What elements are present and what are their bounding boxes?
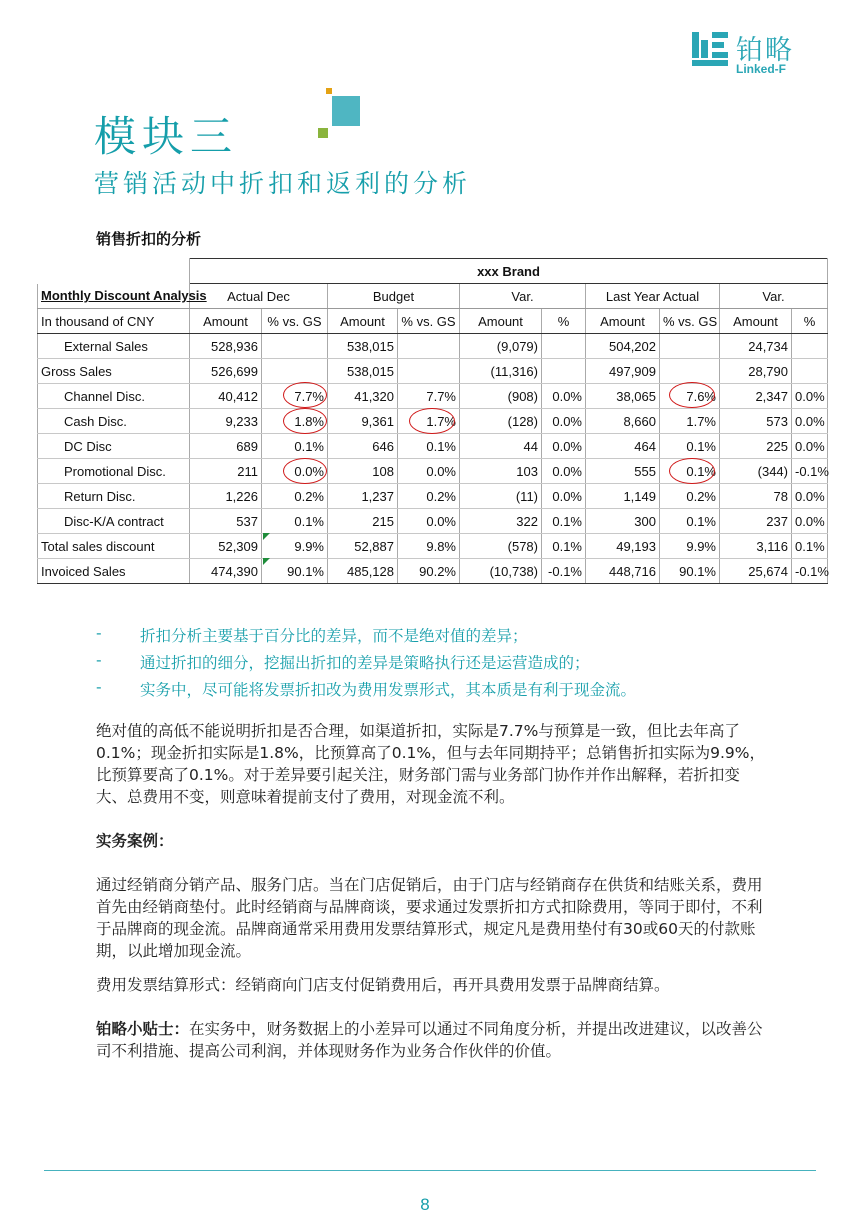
table-cell (542, 334, 586, 359)
table-cell (660, 359, 720, 384)
table-cell: 538,015 (328, 359, 398, 384)
logo-mark-icon (692, 30, 728, 72)
table-cell: 24,734 (720, 334, 792, 359)
table-cell: 0.1% (542, 509, 586, 534)
table-cell: 211 (190, 459, 262, 484)
table-cell: 78 (720, 484, 792, 509)
column-header: % (542, 309, 586, 334)
table-cell: 0.1% (398, 434, 460, 459)
table-cell: 300 (586, 509, 660, 534)
column-header: Amount (460, 309, 542, 334)
column-header: % (792, 309, 828, 334)
table-cell: 537 (190, 509, 262, 534)
logo-text-cn: 铂略 (736, 35, 794, 66)
table-row (38, 359, 828, 384)
column-header: Amount (586, 309, 660, 334)
bullet-text: 通过折扣的细分，挖掘出折扣的差异是策略执行还是运营造成的； (140, 654, 590, 672)
table-cell: 2,347 (720, 384, 792, 409)
table-cell: -0.1% (542, 559, 586, 584)
column-header: Amount (190, 309, 262, 334)
column-header: % vs. GS (398, 309, 460, 334)
table-cell: 0.0% (542, 384, 586, 409)
table-cell (660, 334, 720, 359)
table-cell: 0.2% (398, 484, 460, 509)
list-item (96, 678, 816, 705)
table-cell: 9.9% (262, 534, 328, 559)
table-row (38, 509, 828, 534)
table-cell: (344) (720, 459, 792, 484)
table-cell: (11) (460, 484, 542, 509)
bullet-text: 实务中，尽可能将发票折扣改为费用发票形式，其本质是有利于现金流。 (140, 681, 637, 699)
table-cell: 1,226 (190, 484, 262, 509)
list-item (96, 624, 816, 651)
analysis-paragraph: 绝对值的高低不能说明折扣是否合理，如渠道折扣，实际是7.7%与预算是一致，但比去年高了0.1%；现金折扣实际是1.8%，比预算高了0.1%，但与去年同期持平；总销售折扣实际为9.9%，比预算要高了0.1%。对于差异要引起关注，财务部门需与业务部门协作并作出解释，若折扣变大、总费用不变，则意味着提前支付了费用，对现金流不利。 (96, 722, 766, 806)
table-cell: 8,660 (586, 409, 660, 434)
tip-text: 在实务中，财务数据上的小差异可以通过不同角度分析，并提出改进建议，以改善公司不利措施、提高公司利润，并体现财务作为业务合作伙伴的价值。 (96, 1020, 763, 1060)
table-cell: 448,716 (586, 559, 660, 584)
table-cell: 0.0% (542, 409, 586, 434)
table-cell: 44 (460, 434, 542, 459)
table-cell: 41,320 (328, 384, 398, 409)
table-cell: 40,412 (190, 384, 262, 409)
row-label: Disc-K/A contract (38, 509, 190, 534)
table-header-row-1 (38, 284, 828, 309)
table-cell: 555 (586, 459, 660, 484)
table-cell (792, 334, 828, 359)
table-cell: 28,790 (720, 359, 792, 384)
table-cell: 1,149 (586, 484, 660, 509)
table-cell: 0.1% (660, 509, 720, 534)
table-cell: 103 (460, 459, 542, 484)
table-cell: 90.1% (660, 559, 720, 584)
table-cell: 0.0% (398, 509, 460, 534)
table-row (38, 484, 828, 509)
table-row (38, 409, 828, 434)
table-cell (262, 359, 328, 384)
bullet-marker: - (96, 651, 102, 669)
table-cell (398, 334, 460, 359)
table-cell: 0.1% (660, 434, 720, 459)
table-cell: 52,309 (190, 534, 262, 559)
table-cell: 49,193 (586, 534, 660, 559)
table-cell: 0.0% (792, 409, 828, 434)
case-heading: 实务案例： (96, 832, 174, 850)
col-group-var-budget: Var. (460, 284, 586, 309)
table-row (38, 334, 828, 359)
table-cell: 9.8% (398, 534, 460, 559)
table-row (38, 384, 828, 409)
table-cell: 237 (720, 509, 792, 534)
row-label: DC Disc (38, 434, 190, 459)
table-cell: 474,390 (190, 559, 262, 584)
footer-divider (44, 1170, 816, 1171)
table-cell: 0.1% (262, 434, 328, 459)
table-cell: 1.7% (660, 409, 720, 434)
table-cell: 526,699 (190, 359, 262, 384)
cell-comment-flag (263, 558, 270, 565)
table-cell (262, 334, 328, 359)
table-cell: 3,116 (720, 534, 792, 559)
table-cell: 485,128 (328, 559, 398, 584)
row-label: External Sales (38, 334, 190, 359)
table-cell: 7.7% (262, 384, 328, 409)
table-cell: 0.0% (792, 384, 828, 409)
table-cell: 689 (190, 434, 262, 459)
table-cell: 52,887 (328, 534, 398, 559)
table-cell: 225 (720, 434, 792, 459)
discount-analysis-table (37, 258, 828, 584)
table-cell: -0.1% (792, 459, 828, 484)
row-label: Invoiced Sales (38, 559, 190, 584)
table-body (38, 334, 828, 584)
brand-logo (692, 28, 822, 78)
decorative-squares (318, 88, 368, 144)
brand-name: xxx Brand (190, 259, 828, 284)
table-cell: (10,738) (460, 559, 542, 584)
table-cell: 0.0% (792, 509, 828, 534)
cell-comment-flag (263, 533, 270, 540)
column-header: % vs. GS (660, 309, 720, 334)
table-cell: 1,237 (328, 484, 398, 509)
col-group-actual: Actual Dec (190, 284, 328, 309)
table-cell: 0.0% (542, 484, 586, 509)
table-cell: (578) (460, 534, 542, 559)
settlement-paragraph: 费用发票结算形式：经销商向门店支付促销费用后，再开具费用发票于品牌商结算。 (96, 976, 670, 994)
table-cell: 0.0% (542, 434, 586, 459)
bullet-marker: - (96, 678, 102, 696)
table-cell (542, 359, 586, 384)
table-cell: 464 (586, 434, 660, 459)
col-group-budget: Budget (328, 284, 460, 309)
tip-label: 铂略小贴士： (96, 1020, 190, 1038)
table-cell: 7.7% (398, 384, 460, 409)
table-cell: (11,316) (460, 359, 542, 384)
table-brand-row (38, 259, 828, 284)
unit-label: In thousand of CNY (38, 309, 190, 334)
table-cell: 1.7% (398, 409, 460, 434)
section-heading: 销售折扣的分析 (96, 230, 202, 248)
module-subtitle: 营销活动中折扣和返利的分析 (94, 169, 472, 198)
row-label: Total sales discount (38, 534, 190, 559)
col-group-last-year: Last Year Actual (586, 284, 720, 309)
table-cell: 1.8% (262, 409, 328, 434)
table-cell: 108 (328, 459, 398, 484)
table-cell: 38,065 (586, 384, 660, 409)
logo-text-en: Linked-F (736, 62, 786, 76)
table-cell: 646 (328, 434, 398, 459)
table-cell: 0.1% (660, 459, 720, 484)
table-row (38, 434, 828, 459)
row-label: Gross Sales (38, 359, 190, 384)
table-row (38, 559, 828, 584)
table-cell (792, 359, 828, 384)
table-cell: 7.6% (660, 384, 720, 409)
module-title: 模块三 (94, 112, 239, 161)
column-header: Amount (720, 309, 792, 334)
table-cell: 538,015 (328, 334, 398, 359)
table-cell: 0.1% (792, 534, 828, 559)
table-cell: 0.0% (398, 459, 460, 484)
table-cell: 25,674 (720, 559, 792, 584)
table-row (38, 534, 828, 559)
table-cell: 0.1% (262, 509, 328, 534)
table-cell (398, 359, 460, 384)
table-cell: (128) (460, 409, 542, 434)
table-cell: (908) (460, 384, 542, 409)
table-cell: 215 (328, 509, 398, 534)
tip-paragraph (96, 1018, 766, 1062)
table-cell: 90.1% (262, 559, 328, 584)
table-cell: 322 (460, 509, 542, 534)
table-cell: 9,361 (328, 409, 398, 434)
case-paragraph: 通过经销商分销产品、服务门店。当在门店促销后，由于门店与经销商存在供货和结账关系，费用首先由经销商垫付。此时经销商与品牌商谈，要求通过发票折扣方式扣除费用，等同于即付，不利于品牌商的现金流。品牌商通常采用费用发票结算形式，规定凡是费用垫付有30或60天的付款账期，以此增加现金流。 (96, 876, 763, 960)
bullet-text: 折扣分析主要基于百分比的差异，而不是绝对值的差异； (140, 627, 528, 645)
table-cell: 0.1% (542, 534, 586, 559)
table-cell: 0.0% (542, 459, 586, 484)
table-header-row-2 (38, 309, 828, 334)
table-cell: 504,202 (586, 334, 660, 359)
table-cell: (9,079) (460, 334, 542, 359)
bullet-marker: - (96, 624, 102, 642)
table-row (38, 459, 828, 484)
table-cell: 0.2% (262, 484, 328, 509)
table-cell: 90.2% (398, 559, 460, 584)
table-cell: 573 (720, 409, 792, 434)
row-label: Promotional Disc. (38, 459, 190, 484)
table-cell: 0.0% (262, 459, 328, 484)
col-group-var-last-year: Var. (720, 284, 828, 309)
table-cell: 528,936 (190, 334, 262, 359)
table-cell: 0.0% (792, 484, 828, 509)
table-cell: -0.1% (792, 559, 828, 584)
column-header: Amount (328, 309, 398, 334)
row-label: Return Disc. (38, 484, 190, 509)
discount-table-container (37, 258, 827, 584)
table-cell: 9.9% (660, 534, 720, 559)
row-label: Channel Disc. (38, 384, 190, 409)
row-label: Cash Disc. (38, 409, 190, 434)
table-caption: Monthly Discount Analysis (38, 284, 190, 309)
list-item (96, 651, 816, 678)
table-cell: 9,233 (190, 409, 262, 434)
table-cell: 0.0% (792, 434, 828, 459)
table-cell: 497,909 (586, 359, 660, 384)
page-number: 8 (420, 1195, 430, 1214)
key-points-list (96, 624, 816, 705)
column-header: % vs. GS (262, 309, 328, 334)
table-cell: 0.2% (660, 484, 720, 509)
